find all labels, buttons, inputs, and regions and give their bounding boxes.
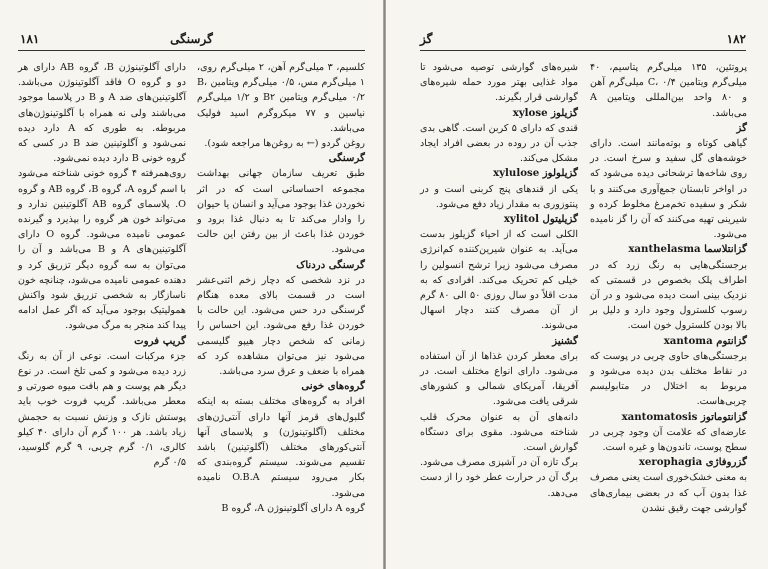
entry-paragraph: در نزد شخصی که دچار زخم اثنی‌عشر است در قسمت بالای معده هنگام گرسنگی درد حس می‌شود. این حالت با خوردن غذا رفع می‌شود. این احساس را زمانی که شخص دچار هیپو گلیسمی می‌شود نیز می‌توان مشاهده کرد که همراه با ضعف و عرق سرد می‌باشد.	[197, 274, 365, 378]
entry-heading: گرسنگی دردناک	[296, 258, 365, 271]
entry-heading: گز	[736, 121, 747, 134]
left-page-column-left	[18, 60, 186, 470]
entry-paragraph: افراد به گروه‌های مختلف بسته به اینکه گلبول‌های قرمز آنها دارای آنتی‌ژن‌های مختلف (آگلوتینوژن) و پلاسمای آنها آنتی‌کورهای مختلف (آگلوتینین) باشد تقسیم می‌شوند. سیستم گروه‌بندی که بکار می‌رود سیستم O.B.A نامیده می‌شود.	[197, 396, 365, 499]
entry-heading: گزانتلاسما xanthelasma	[628, 243, 747, 256]
entry-heading: گشنیز	[552, 334, 578, 347]
entry-heading: گزیلیتول xylitol	[503, 213, 578, 226]
entry-paragraph: روی‌همرفته ۴ گروه خونی شناخته می‌شود با اسم گروه A، گروه B، گروه AB و گروه O. پلاسمای گروه AB آگلوتینین ندارد و می‌تواند خون هر گروه را بپذیرد و گیرنده عمومی نامیده می‌شود. گروه O دارای آگلوتینین‌های A و B می‌باشد و آن را می‌توان به سه گروه دیگر تزریق کرد و دهنده عمومی نامیده می‌شود، چنانچه خون ناسازگار به شخصی تزریق شود واکنش همولیتیک بوجود می‌آید که اگر عمل ادامه پیدا کند منجر به مرگ می‌شود.	[18, 168, 186, 332]
entry-paragraph: شیره‌های گوارشی توصیه می‌شود تا مواد غذایی بهتر مورد حمله شیره‌های گوارشی قرار بگیرند.	[420, 62, 578, 104]
entry-paragraph: پروتئین، ۱۳۵ میلی‌گرم پتاسیم، ۴۰ میلی‌گرم ویتامین C، ۰/۴ میلی‌گرم آهن و ۸۰ واحد بین‌المللی ویتامین A می‌باشد.	[590, 62, 747, 119]
entry-heading: گزیلولوز xylulose	[493, 167, 578, 180]
entry-paragraph: برجستگی‌هایی به رنگ زرد که در اطراف پلک بخصوص در قسمتی که نزدیک بینی است دیده می‌شود و در آن رسوب کلسترول وجود دارد و دلیل بر بالا بودن کلسترول خون است.	[590, 259, 747, 332]
entry-paragraph: برگ تازه آن در آشپزی مصرف می‌شود. برگ آن در حرارت عطر خود را از دست می‌دهد.	[420, 457, 578, 499]
right-page-number: ۱۸۲	[726, 32, 746, 46]
right-header-rule	[420, 50, 746, 51]
entry-heading: گریپ فروت	[134, 334, 186, 347]
right-running-head: گز	[420, 32, 433, 46]
entry-paragraph: جزء مرکبات است. نوعی از آن به رنگ زرد دیده می‌شود و کمی تلخ است. در نوع دیگر هم پوست و هم بافت میوه صورتی و معطر می‌باشد. گریپ فروت خوب باید پوستش نازک و وزنش نسبت به حجمش زیاد باشد. هر ۱۰۰ گرم آن دارای ۴۰ کیلو کالری، ۰/۱ گرم چربی، ۹ گرم گلوسید، ۰/۵ گرم	[18, 350, 186, 469]
entry-paragraph: دارای آگلوتینوژن B، گروه AB دارای هر دو و گروه O فاقد آگلوتینوژن می‌باشد. آگلوتینین‌های ضد A و B در پلاسما موجود می‌باشند ولی نه همراه با آگلوتینوژن‌های مربوطه. به طوری که A دارد دیده نمی‌شود و آگلوتینین ضد B در کسی که گروه خونی B دارد دیده نمی‌شود.	[18, 62, 187, 165]
entry-heading: گزانتوم xantoma	[663, 334, 747, 347]
entry-paragraph: کلسیم، ۳ میلی‌گرم آهن، ۲ میلی‌گرم روی، ۱ میلی‌گرم مس، ۰/۵ میلی‌گرم ویتامین B، ۰/۲ میلی‌گرم ویتامین B۲ و ۱/۲ میلی‌گرم نیاسین و ۷۷ میکروگرم اسید فولیک می‌باشد.	[197, 62, 366, 134]
entry-paragraph: دانه‌های آن به عنوان محرک قلب شناخته می‌شود. مقوی برای دستگاه گوارش است.	[420, 411, 578, 454]
entry-heading: گزروفاژی xerophagia	[638, 456, 747, 469]
left-running-head: گرسنگی	[170, 32, 213, 46]
entry-paragraph: یکی از قندهای پنج کربنی است و در پنتوزوری به مقدار زیاد دفع می‌شود.	[420, 183, 578, 210]
entry-paragraph: طبق تعریف سازمان جهانی بهداشت مجموعه احساساتی است که در اثر نخوردن غذا بوجود می‌آید و انسان یا حیوان را وادار می‌کند تا به دنبال غذا برود و خوردن غذا باعث از بین رفتن این حالت می‌شود.	[197, 168, 365, 256]
entry-paragraph: قندی که دارای ۵ کربن است. گاهی بدی جذب آن در روده در بعضی افراد ایجاد مشکل می‌کند.	[420, 122, 579, 165]
entry-paragraph: به معنی خشک‌خوری است یعنی مصرف غذا بدون آب که در بعضی بیماری‌های گوارشی جهت رقیق نشدن	[590, 472, 747, 514]
right-page	[386, 0, 768, 569]
entry-heading: گزانتوماتوز xantomatosis	[621, 410, 747, 423]
entry-paragraph: روغن گردو (← به روغن‌ها مراجعه شود).	[204, 138, 365, 150]
entry-paragraph: برای معطر کردن غذاها از آن استفاده می‌شود. دارای انواع مختلف است. در آفریقا، آمریکای شمالی و کشورهای شرقی یافت می‌شود.	[420, 350, 578, 408]
left-page-column-right	[197, 60, 365, 516]
entry-heading: گزیلوز xylose	[512, 106, 578, 119]
left-page-number: ۱۸۱	[20, 32, 40, 46]
right-page-column-left	[420, 60, 578, 501]
entry-paragraph: گروه A دارای آگلوتینوژن A، گروه B	[221, 502, 365, 514]
right-page-column-right	[590, 60, 747, 516]
entry-paragraph: عارضه‌ای که علامت آن وجود چربی در سطح پوست، تاندون‌ها و غیره است.	[590, 426, 747, 454]
left-page	[0, 0, 383, 569]
entry-paragraph: برجستگی‌های حاوی چربی در پوست که در نقاط مختلف بدن دیده می‌شود و مربوط به اختلال در متابولیسم چربی‌هاست.	[590, 350, 747, 408]
entry-heading: گرسنگی	[328, 152, 365, 165]
entry-paragraph: الکلی است که از احیاء گزیلوز بدست می‌آید. به عنوان شیرین‌کننده کم‌انرژی مصرف می‌شود زیرا ترشح انسولین را خیلی کم تحریک می‌کند. افرادی که به مدت اقلاً دو سال روزی ۵۰ الی ۸۰ گرم از آن مصرف کنند دچار اسهال می‌شوند.	[420, 229, 578, 332]
left-header-rule	[18, 50, 365, 51]
entry-paragraph: گیاهی کوتاه و بوته‌مانند است. دارای خوشه‌های گل سفید و سرخ است. در روی شاخه‌ها ترشحاتی دیده می‌شود که در اواخر تابستان جمع‌آوری می‌کنند و با شکر و سفیده تخم‌مرغ مخلوط کرده و شیرینی تهیه می‌کنند که آن را گز نامیده می‌شود.	[590, 138, 747, 241]
entry-heading: گروه‌های خونی	[301, 380, 365, 393]
